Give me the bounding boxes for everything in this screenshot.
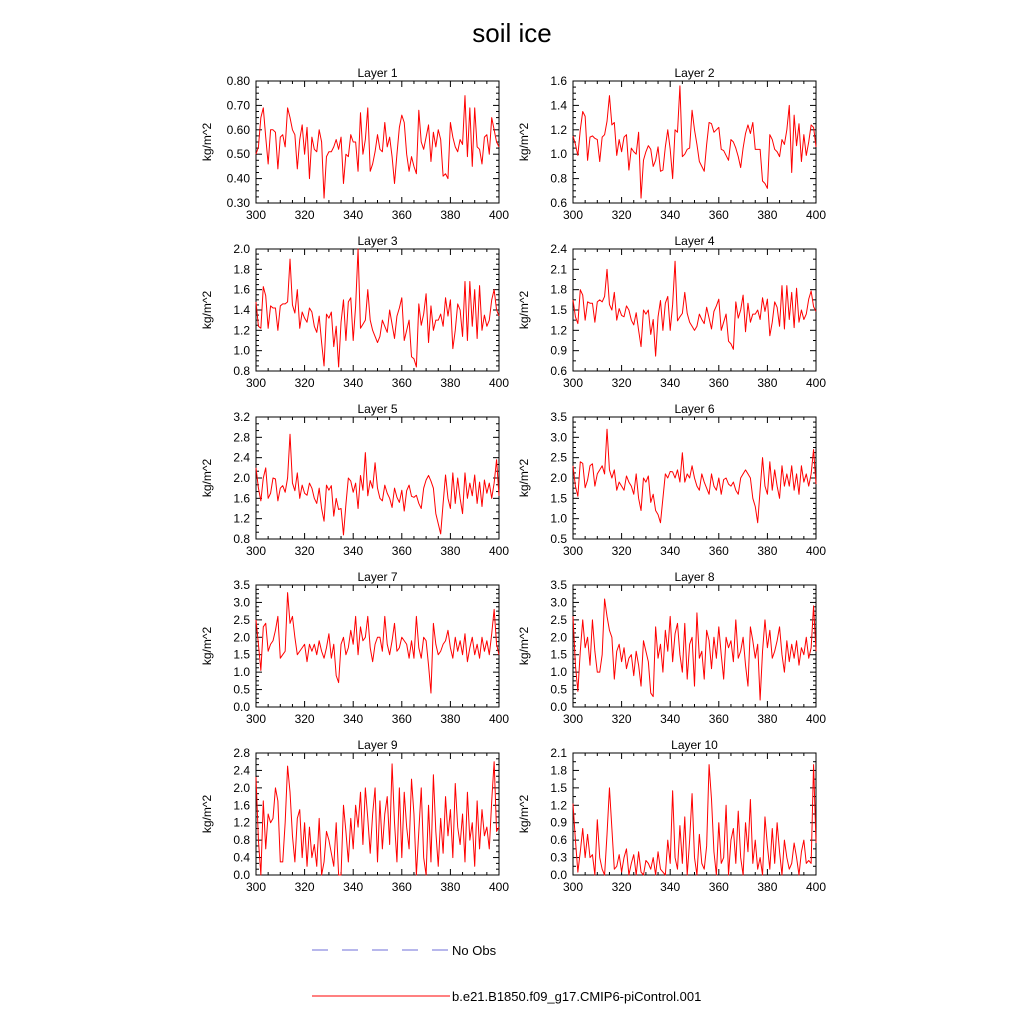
x-tick-label: 360 [391,376,412,390]
panel-layer-8 [517,570,826,726]
y-tick-label: 0.8 [233,532,250,546]
panel-layer-5 [200,402,509,558]
y-tick-label: 1.6 [233,491,250,506]
panel-layer-1 [200,66,509,222]
panel-layer-10 [517,738,826,894]
series-line-piControl [256,434,499,535]
y-tick-label: 2.0 [550,630,567,645]
series-line-piControl [256,96,499,198]
x-tick-label: 300 [562,544,584,558]
y-tick-label: 1.2 [233,511,250,526]
x-tick-label: 300 [562,880,584,894]
y-tick-label: 0.0 [550,700,567,714]
x-tick-label: 320 [611,376,632,390]
x-tick-label: 300 [562,712,584,726]
x-tick-label: 320 [294,880,315,894]
plot-frame [573,249,816,371]
plot-frame [256,249,499,371]
x-tick-label: 320 [294,376,315,390]
series-line-piControl [573,765,816,875]
panel-layer-9 [200,738,509,894]
y-tick-label: 2.0 [233,780,250,795]
x-tick-label: 380 [440,544,461,558]
x-tick-label: 300 [562,376,584,390]
x-tick-label: 340 [343,208,364,222]
panel-title: Layer 7 [357,570,398,584]
y-tick-label: 1.0 [550,511,567,526]
series-line-piControl [256,593,499,693]
y-tick-label: 0.6 [550,833,567,848]
y-tick-label: 0.6 [550,364,567,378]
y-tick-label: 1.5 [550,491,567,506]
y-axis-label: kg/m^2 [517,122,531,162]
series-line-piControl [573,429,816,523]
y-tick-label: 2.8 [233,430,250,445]
x-tick-label: 380 [440,376,461,390]
y-tick-label: 0.6 [550,196,567,210]
y-tick-label: 1.8 [550,763,567,778]
y-tick-label: 0.3 [550,850,567,865]
x-tick-label: 360 [391,544,412,558]
y-tick-label: 1.4 [550,98,567,113]
x-tick-label: 380 [440,208,461,222]
y-tick-label: 2.0 [233,630,250,645]
x-tick-label: 360 [708,376,729,390]
y-tick-label: 1.2 [550,798,567,813]
x-tick-label: 340 [660,376,681,390]
x-tick-label: 320 [294,712,315,726]
y-tick-label: 2.8 [233,746,250,760]
y-tick-label: 2.1 [550,262,567,277]
y-tick-label: 3.2 [233,410,250,424]
y-tick-label: 0.8 [233,364,250,378]
y-tick-label: 2.0 [550,471,567,485]
y-tick-label: 0.80 [226,74,250,88]
y-axis-label: kg/m^2 [200,794,214,834]
x-tick-label: 340 [660,712,681,726]
x-tick-label: 380 [440,880,461,894]
panel-title: Layer 8 [674,570,715,584]
panel-layer-2 [517,66,826,222]
x-tick-label: 380 [440,712,461,726]
y-tick-label: 0.5 [550,682,567,697]
y-tick-label: 2.1 [550,746,567,760]
y-tick-label: 3.5 [550,578,567,592]
panel-layer-4 [517,234,826,390]
x-tick-label: 320 [294,208,315,222]
y-tick-label: 1.0 [550,147,567,162]
y-tick-label: 0.8 [550,171,567,186]
y-tick-label: 1.6 [233,282,250,297]
y-tick-label: 2.0 [233,471,250,485]
y-tick-label: 3.0 [550,595,567,610]
x-tick-label: 340 [660,880,681,894]
x-tick-label: 340 [660,208,681,222]
y-tick-label: 1.5 [550,647,567,662]
y-tick-label: 1.8 [550,282,567,297]
x-tick-label: 400 [805,712,827,726]
x-tick-label: 400 [805,544,827,558]
y-tick-label: 0.0 [233,700,250,714]
x-tick-label: 400 [488,544,510,558]
legend-label: No Obs [452,943,497,958]
y-tick-label: 0.5 [233,682,250,697]
y-tick-label: 1.5 [233,647,250,662]
x-tick-label: 400 [488,376,510,390]
x-tick-label: 320 [611,880,632,894]
panel-layer-7 [200,570,509,726]
y-tick-label: 2.5 [550,450,567,465]
y-tick-label: 2.4 [233,450,250,465]
x-tick-label: 300 [245,208,267,222]
x-tick-label: 380 [757,208,778,222]
panel-title: Layer 6 [674,402,715,416]
y-tick-label: 3.5 [550,410,567,424]
series-line-piControl [573,599,816,700]
plot-frame [256,585,499,707]
y-tick-label: 2.4 [550,242,567,256]
x-tick-label: 360 [391,880,412,894]
y-tick-label: 0.0 [550,868,567,882]
x-tick-label: 320 [611,544,632,558]
y-tick-label: 0.60 [226,122,250,137]
y-tick-label: 1.4 [233,303,250,317]
y-tick-label: 0.40 [226,171,250,186]
panel-title: Layer 9 [357,738,398,752]
y-tick-label: 2.4 [233,763,250,778]
x-tick-label: 400 [805,208,827,222]
y-tick-label: 1.6 [233,798,250,813]
x-tick-label: 380 [757,880,778,894]
x-tick-label: 360 [708,208,729,222]
y-axis-label: kg/m^2 [517,290,531,330]
y-axis-label: kg/m^2 [517,458,531,498]
y-tick-label: 1.2 [233,323,250,338]
y-tick-label: 3.0 [233,595,250,610]
x-tick-label: 400 [488,208,510,222]
y-tick-label: 0.5 [550,532,567,546]
y-axis-label: kg/m^2 [517,626,531,666]
panel-title: Layer 3 [357,234,398,248]
x-tick-label: 360 [708,712,729,726]
y-tick-label: 0.9 [550,343,567,358]
x-tick-label: 300 [245,880,267,894]
panel-layer-6 [517,402,826,558]
plot-frame [573,585,816,707]
x-tick-label: 320 [294,544,315,558]
y-tick-label: 0.70 [226,98,250,113]
y-tick-label: 1.8 [233,262,250,277]
x-tick-label: 400 [805,880,827,894]
figure-title: soil ice [472,18,552,48]
x-tick-label: 300 [245,376,267,390]
x-tick-label: 360 [708,880,729,894]
y-tick-label: 0.8 [233,833,250,848]
x-tick-label: 400 [488,712,510,726]
x-tick-label: 300 [245,712,267,726]
x-tick-label: 380 [757,376,778,390]
y-tick-label: 0.0 [233,868,250,882]
x-tick-label: 400 [805,376,827,390]
x-tick-label: 360 [391,712,412,726]
y-tick-label: 1.0 [233,343,250,358]
y-tick-label: 1.5 [550,303,567,317]
y-tick-label: 1.6 [550,74,567,88]
y-tick-label: 1.0 [233,665,250,680]
y-tick-label: 0.9 [550,815,567,830]
x-tick-label: 300 [562,208,584,222]
y-tick-label: 2.0 [233,242,250,256]
y-axis-label: kg/m^2 [200,458,214,498]
x-tick-label: 320 [611,208,632,222]
series-line-piControl [573,261,816,356]
y-tick-label: 2.5 [550,612,567,627]
y-tick-label: 0.50 [226,147,250,162]
panels-grid [200,66,826,894]
y-tick-label: 1.2 [550,323,567,338]
x-tick-label: 360 [391,208,412,222]
y-tick-label: 1.2 [233,815,250,830]
panel-title: Layer 2 [674,66,715,80]
y-axis-label: kg/m^2 [517,794,531,834]
panel-title: Layer 1 [357,66,398,80]
panel-title: Layer 5 [357,402,398,416]
x-tick-label: 300 [245,544,267,558]
legend-label: b.e21.B1850.f09_g17.CMIP6-piControl.001 [452,989,702,1004]
y-tick-label: 0.30 [226,196,250,210]
x-tick-label: 400 [488,880,510,894]
y-tick-label: 3.0 [550,430,567,445]
y-tick-label: 2.5 [233,612,250,627]
x-tick-label: 340 [343,376,364,390]
y-tick-label: 0.4 [233,850,250,865]
series-line-piControl [256,762,499,875]
panel-title: Layer 10 [671,738,718,752]
y-tick-label: 1.5 [550,780,567,795]
legend [312,943,701,1004]
x-tick-label: 380 [757,712,778,726]
series-line-piControl [573,86,816,198]
x-tick-label: 380 [757,544,778,558]
x-tick-label: 340 [343,544,364,558]
y-tick-label: 1.0 [550,665,567,680]
y-axis-label: kg/m^2 [200,626,214,666]
panel-layer-3 [200,234,509,390]
y-tick-label: 3.5 [233,578,250,592]
series-line-piControl [256,249,499,367]
y-tick-label: 1.2 [550,122,567,137]
x-tick-label: 340 [343,712,364,726]
y-axis-label: kg/m^2 [200,122,214,162]
x-tick-label: 360 [708,544,729,558]
x-tick-label: 320 [611,712,632,726]
x-tick-label: 340 [660,544,681,558]
x-tick-label: 340 [343,880,364,894]
y-axis-label: kg/m^2 [200,290,214,330]
panel-title: Layer 4 [674,234,715,248]
